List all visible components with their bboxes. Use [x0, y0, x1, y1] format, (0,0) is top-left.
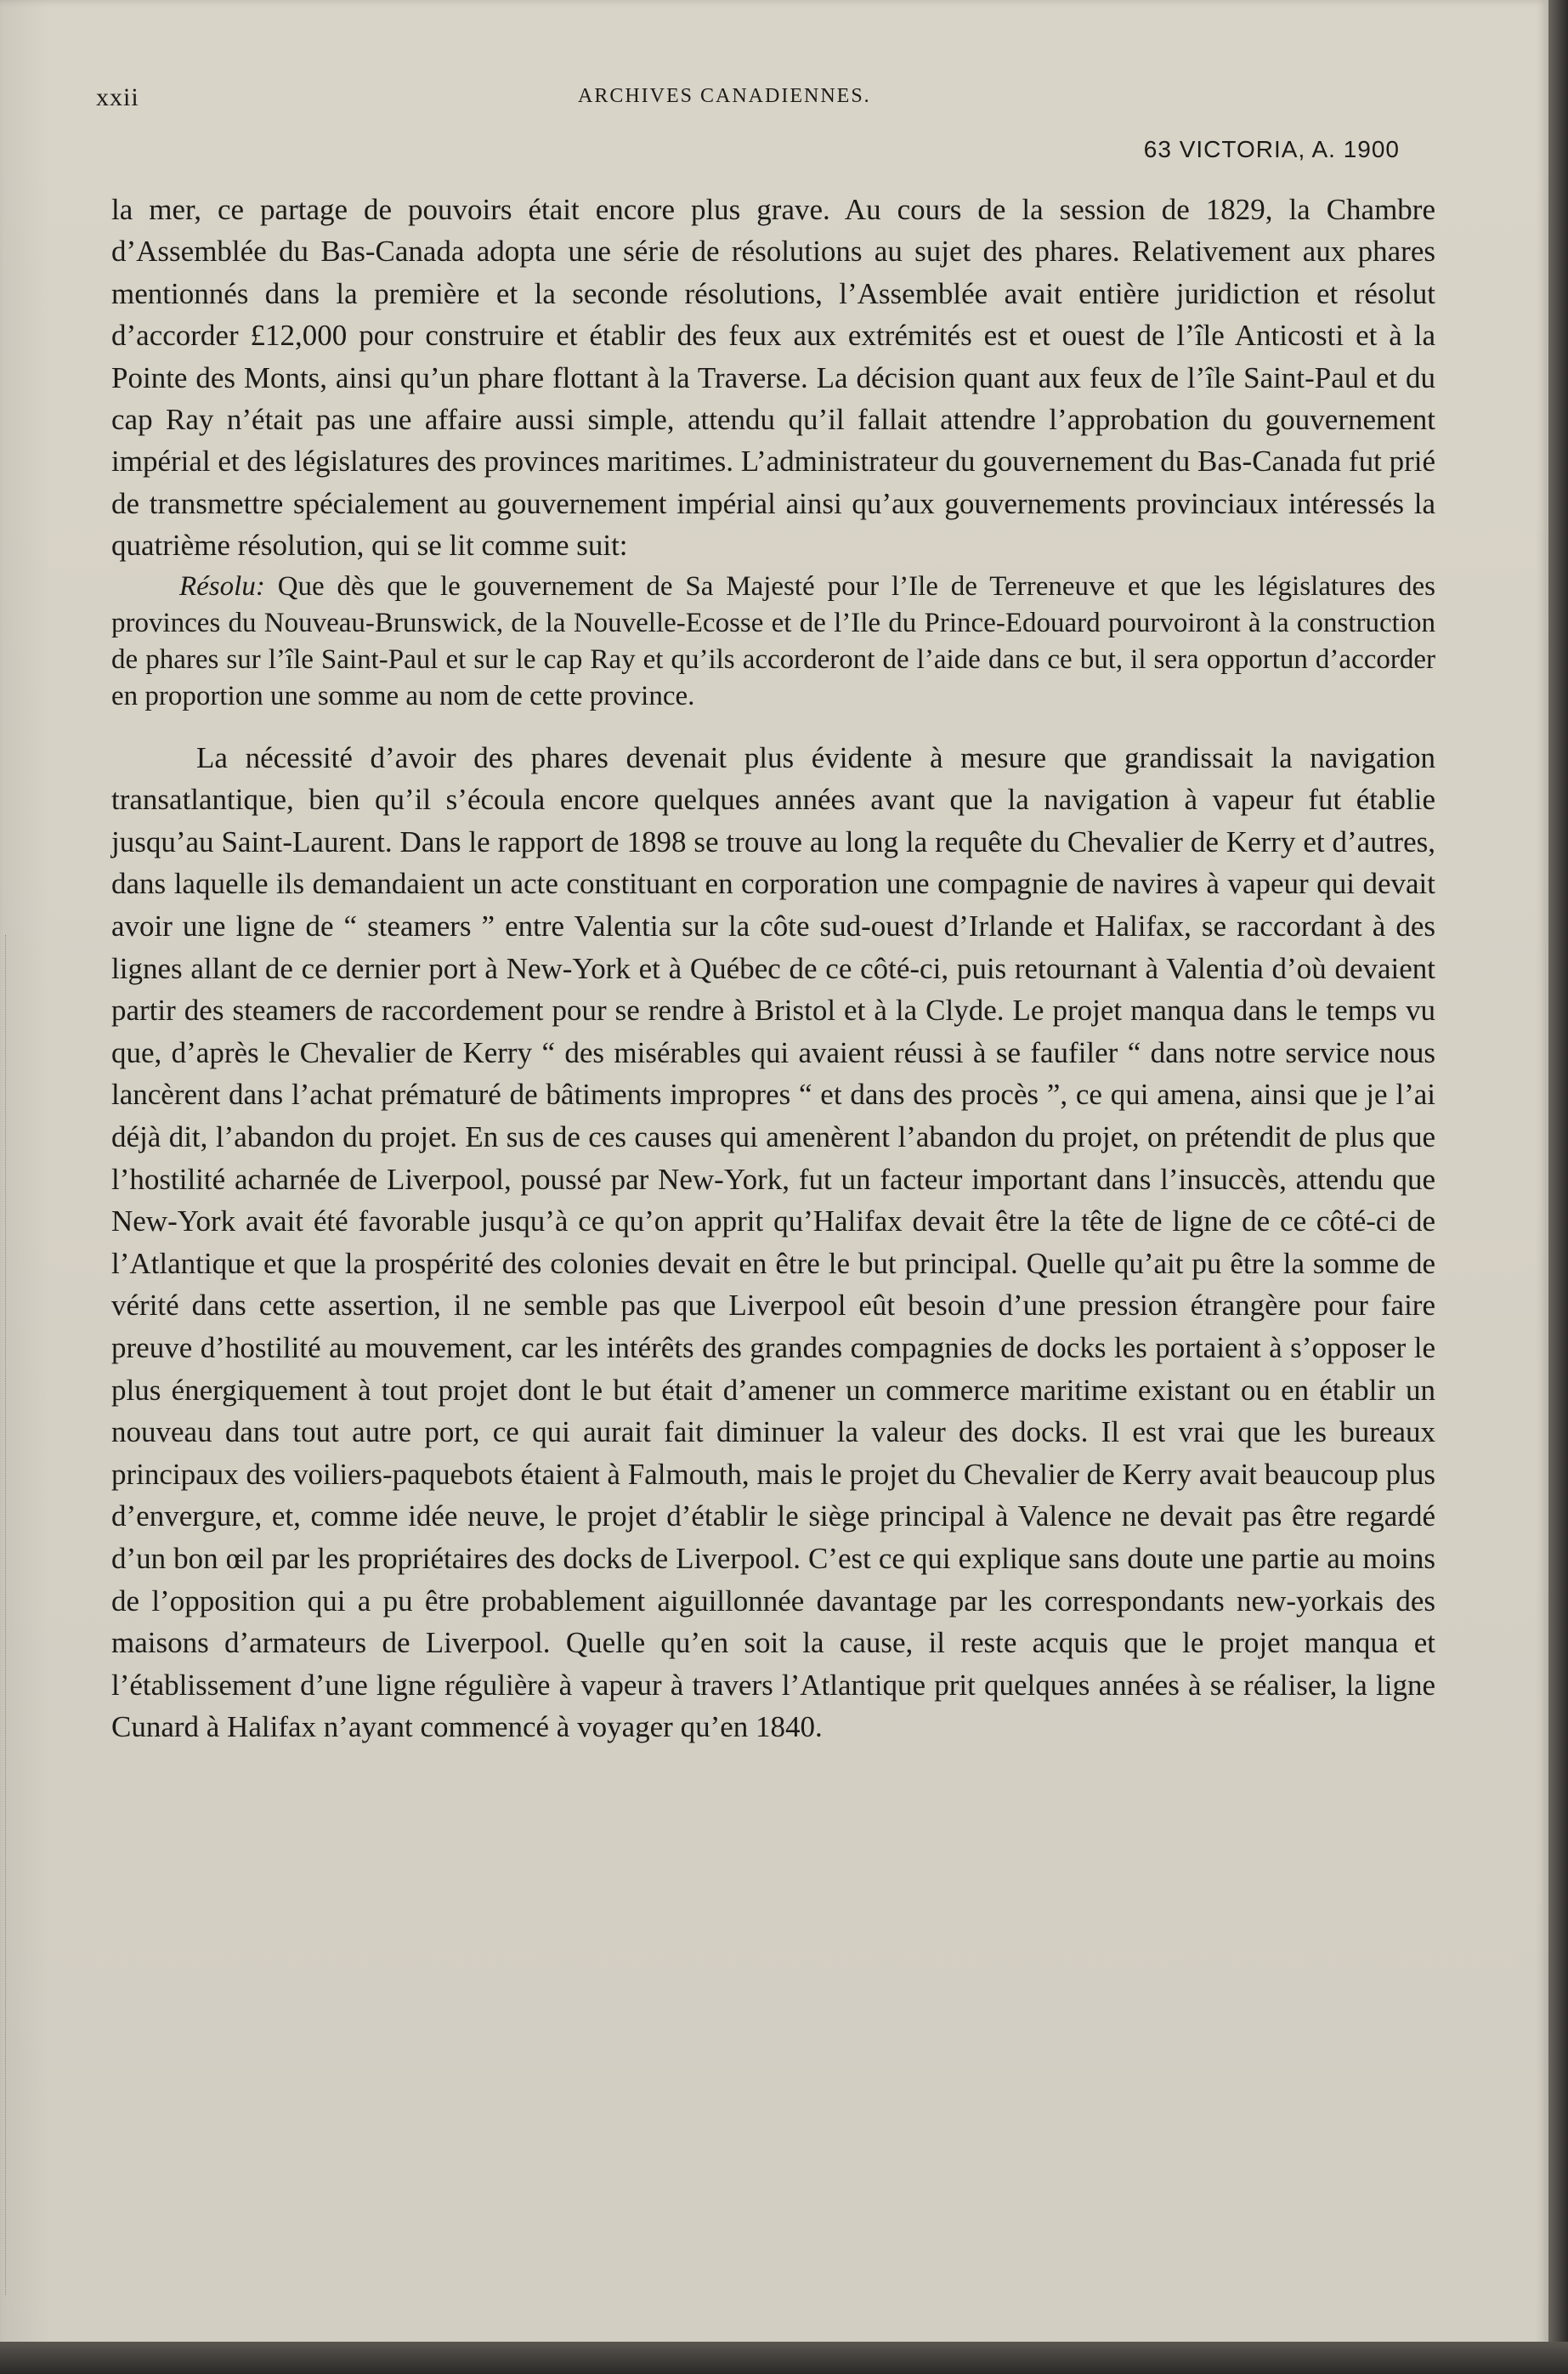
page-edge-right [1548, 0, 1568, 2374]
page-edge-bottom [0, 2342, 1568, 2374]
paragraph-2: La nécessité d’avoir des phares devenait plus évidente à mesure que grandissait la navigation transatlantique, bien qu’il s’écoula encore quelques années avant que la navigation à vapeur fut établie jusqu’au Saint-Laurent. Dans le rapport de 1898 se trouve au long la requête du Chevalier de Kerry et d’autres, dans laquelle ils demandaient un acte constituant en corporation une compagnie de navires à vapeur qui devait avoir une ligne de “ steamers ” entre Valentia sur la côte sud-ouest d’Irlande et Halifax, se raccordant à des lignes allant de ce dernier port à New-York et à Québec de ce côté-ci, puis retournant à Valentia d’où devaient partir des steamers de raccordement pour se rendre à Bristol et à la Clyde. Le projet manqua dans le temps vu que, d’après le Chevalier de Kerry “ des misérables qui avaient réussi à se faufiler “ dans notre service nous lancèrent dans l’achat prématuré de bâtiments impropres “ et dans des procès ”, ce qui amena, ainsi que je l’ai déjà dit, l’abandon du projet. En sus de ces causes qui amenèrent l’abandon du projet, on prétendit de plus que l’hostilité acharnée de Liverpool, poussé par New-York, fut un facteur important dans l’insuccès, attendu que New-York avait été favorable jusqu’à ce qu’on apprit qu’Halifax devait être la tête de ligne de ce côté-ci de l’Atlantique et que la prospérité des colonies devait en être le but principal. Quelle qu’ait pu être la somme de vérité dans cette assertion, il ne semble pas que Liverpool eût besoin d’une pression étrangère pour faire preuve d’hostilité au mouvement, car les intérêts des grandes compagnies de docks les portaient à s’opposer le plus énergiquement à tout projet dont le but était d’amener un commerce maritime existant ou en établir un nouveau dans tout autre port, ce qui aurait fait diminuer la valeur des docks. Il est vrai que les bureaux principaux des voiliers-paquebots étaient à Falmouth, mais le projet du Chevalier de Kerry avait beaucoup plus d’envergure, et, comme idée neuve, le projet d’établir le siège principal à Valence ne devait pas être regardé d’un bon œil par les propriétaires des docks de Liverpool. C’est ce qui explique sans doute une partie au moins de l’opposition qui a pu être probablement aiguillonnée davantage par les correspondants new-yorkais des maisons d’armateurs de Liverpool. Quelle qu’en soit la cause, il reste acquis que le projet manqua et l’établissement d’une ligne régulière à vapeur à travers l’Atlantique prit quelques années à se réaliser, la ligne Cunard à Halifax n’ayant commencé à voyager qu’en 1840. [111, 740, 1435, 1744]
resolution-quote [111, 569, 1435, 737]
paragraph-1: la mer, ce partage de pouvoirs était encore plus grave. Au cours de la session de 1829, la Chambre d’Assemblée du Bas-Canada adopta une série de résolutions au sujet des phares. Relativement aux phares mentionnés dans la première et la seconde résolutions, l’Assemblée avait entière juridiction et résolut d’accorder £12,000 pour construire et établir des feux aux extrémités est et ouest de l’île Anticosti et à la Pointe des Monts, ainsi qu’un phare flottant à la Traverse. La décision quant aux feux de l’île Saint-Paul et du cap Ray n’était pas une affaire aussi simple, attendu qu’il fallait attendre l’approbation du gouvernement impérial et des législatures des provinces maritimes. L’administrateur du gouvernement du Bas-Canada fut prié de transmettre spécialement au gouvernement impérial ainsi qu’aux gouvernements provinciaux intéressés la quatrième résolution, qui se lit comme suit: [111, 193, 1435, 563]
running-head: ARCHIVES CANADIENNES. [578, 85, 871, 107]
body-text [111, 189, 1435, 1748]
resolution-label: Résolu: [179, 570, 265, 602]
margin-scan-marks [5, 935, 25, 2295]
page-number: xxii [96, 83, 139, 111]
resolution-text: Que dès que le gouvernement de Sa Majesté pour l’Ile de Terreneuve et que les législatures des provinces du Nouveau-Brunswick, de la Nouvelle-Ecosse et de l’Ile du Prince-Edouard pourvoiront à la construction de phares sur l’île Saint-Paul et sur le cap Ray et qu’ils accorderont de l’aide dans ce but, il sera opportun d’accorder en proportion une somme au nom de cette province. [111, 570, 1435, 711]
session-label: 63 VICTORIA, A. 1900 [1143, 136, 1400, 162]
